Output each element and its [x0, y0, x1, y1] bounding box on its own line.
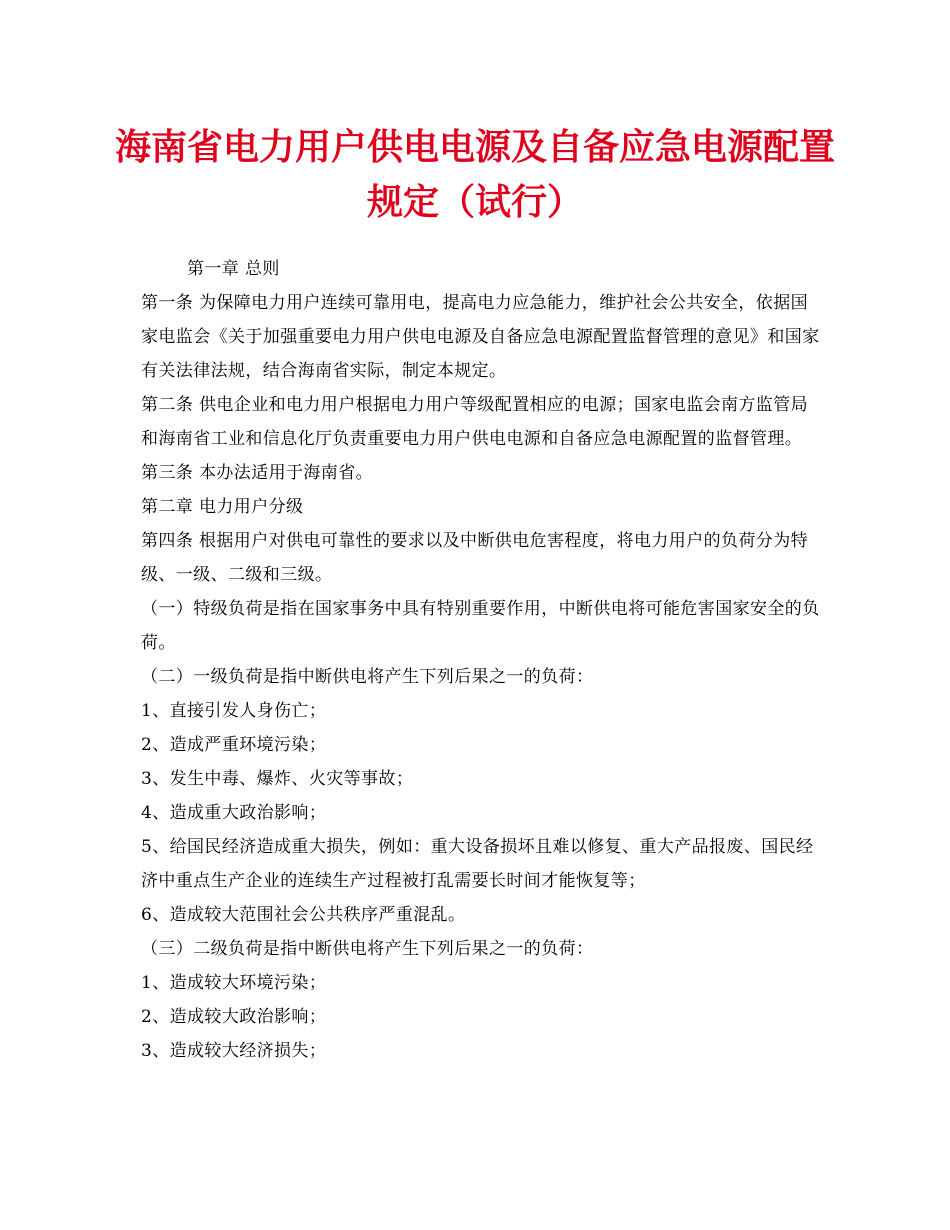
chapter-heading: 第一章 总则: [187, 259, 280, 279]
list-item: 2、造成较大政治影响；: [141, 1007, 327, 1027]
list-item: 2、造成严重环境污染；: [141, 735, 327, 755]
article-paragraph: 第二条 供电企业和电力用户根据电力用户等级配置相应的电源；国家电监会南方监管局和海南省工业和信息化厅负责重要电力用户供电电源和自备应急电源配置的监督管理。: [141, 395, 809, 449]
article-paragraph: 第一条 为保障电力用户连续可靠用电，提高电力应急能力，维护社会公共安全，依据国家电监会《关于加强重要电力用户供电电源及自备应急电源配置监督管理的意见》和国家有关法律法规，结合海南省实际，制定本规定。: [141, 293, 820, 381]
document-title: 海南省电力用户供电电源及自备应急电源配置规定（试行）: [114, 126, 835, 223]
article-paragraph: 第四条 根据用户对供电可靠性的要求以及中断供电危害程度，将电力用户的负荷分为特级、一级、二级和三级。: [141, 531, 809, 585]
list-item: 4、造成重大政治影响；: [141, 803, 327, 823]
article-paragraph: 第三条 本办法适用于海南省。: [141, 463, 374, 483]
clause-paragraph: （二）一级负荷是指中断供电将产生下列后果之一的负荷：: [141, 667, 594, 687]
clause-paragraph: （三）二级负荷是指中断供电将产生下列后果之一的负荷：: [141, 939, 594, 959]
list-item: 3、造成较大经济损失；: [141, 1041, 327, 1061]
clause-paragraph: （一）特级负荷是指在国家事务中具有特别重要作用，中断供电将可能危害国家安全的负荷。: [141, 599, 820, 653]
list-item: 1、直接引发人身伤亡；: [141, 701, 327, 721]
chapter-heading: 第二章 电力用户分级: [141, 497, 304, 517]
list-item: 1、造成较大环境污染；: [141, 973, 327, 993]
list-item: 3、发生中毒、爆炸、火灾等事故；: [141, 769, 414, 789]
list-item: 5、给国民经济造成重大损失，例如：重大设备损坏且难以修复、重大产品报废、国民经济中重点生产企业的连续生产过程被打乱需要长时间才能恢复等；: [141, 837, 814, 891]
document-body: [141, 252, 821, 1068]
list-item: 6、造成较大范围社会公共秩序严重混乱。: [141, 905, 466, 925]
